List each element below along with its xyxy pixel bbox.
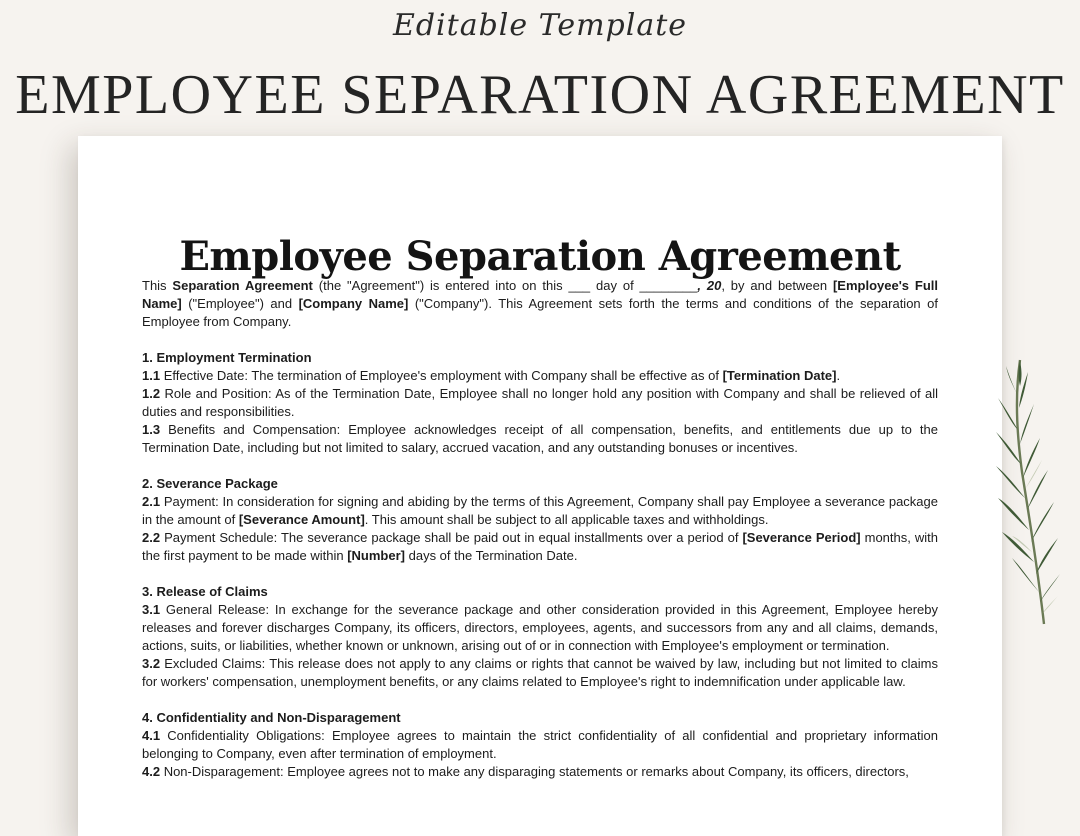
clause: [142, 601, 938, 655]
clause: [142, 763, 938, 781]
section-severance-package: [142, 475, 938, 565]
clause: [142, 529, 938, 565]
spacer: [142, 457, 938, 475]
clause-number: 3.1: [142, 602, 161, 617]
banner: [0, 0, 1080, 135]
section-heading-text: 2. Severance Package: [142, 476, 278, 491]
document-page: [78, 136, 1002, 836]
intro-text: (the "Agreement") is entered into on this ___ day of ________: [312, 278, 698, 293]
number-placeholder: [Number]: [347, 548, 405, 563]
section-heading: [142, 709, 938, 727]
banner-title: EMPLOYEE SEPARATION AGREEMENT: [15, 64, 1065, 126]
clause: [142, 727, 938, 763]
section-release-of-claims: [142, 583, 938, 691]
script-tagline: Editable Template: [392, 8, 688, 43]
clause: [142, 493, 938, 529]
rosemary-sprig-icon: [982, 352, 1062, 632]
clause-number: 1.1: [142, 368, 161, 383]
clause-number: 1.3: [142, 422, 161, 437]
clause-text: Role and Position: As of the Termination Date, Employee shall no longer hold any position with Company and shall be relieved of all duties and responsibilities.: [142, 386, 938, 419]
clause-text: Payment Schedule: The severance package shall be paid out in equal installments over a period of: [160, 530, 743, 545]
company-name-placeholder: [Company Name]: [298, 296, 409, 311]
clause-text: months, with the first payment to be made within: [142, 530, 938, 563]
spacer: [142, 691, 938, 709]
clause-text: General Release: In exchange for the severance package and other consideration provided in this Agreement, Employee hereby releases and forever discharges Company, its officers, directors, employees, agents, and successors from any and all claims, demands, actions, suits, or liabilities, whether known or unknown, arising out of or in connection with Employee's employment or termination.: [142, 602, 938, 653]
section-heading: [142, 583, 938, 601]
clause-number: 2.1: [142, 494, 161, 509]
clause-number: 1.2: [142, 386, 161, 401]
clause-number: 4.1: [142, 728, 161, 743]
section-heading-text: 3. Release of Claims: [142, 584, 268, 599]
clause-number: 2.2: [142, 530, 161, 545]
section-confidentiality: [142, 709, 938, 781]
intro-text: This: [142, 278, 173, 293]
intro-text: ("Company"). This Agreement sets forth the terms and conditions of the separation of Employee from Company.: [142, 296, 938, 329]
severance-period-placeholder: [Severance Period]: [742, 530, 861, 545]
document-title: Employee Separation Agreement: [179, 232, 901, 280]
clause-text: Excluded Claims: This release does not apply to any claims or rights that cannot be waived by law, including but not limited to claims for workers' compensation, unemployment benefits, or any claims related to Employee's right to indemnification under applicable law.: [142, 656, 938, 689]
severance-amount-placeholder: [Severance Amount]: [238, 512, 365, 527]
section-employment-termination: [142, 349, 938, 457]
document-body: [142, 277, 938, 781]
clause-text: Non-Disparagement: Employee agrees not to make any disparaging statements or remarks about Company, its officers, directors,: [160, 764, 909, 779]
clause: [142, 385, 938, 421]
clause-text: Effective Date: The termination of Employee's employment with Company shall be effective as of: [160, 368, 723, 383]
clause: [142, 421, 938, 457]
clause-text: Benefits and Compensation: Employee acknowledges receipt of all compensation, benefits, and entitlements due up to the Termination Date, including but not limited to salary, accrued vacation, and any outstanding bonuses or incentives.: [142, 422, 938, 455]
clause-text: days of the Termination Date.: [405, 548, 578, 563]
intro-agreement-name: Separation Agreement: [172, 278, 313, 293]
section-heading-text: 4. Confidentiality and Non-Disparagement: [142, 710, 401, 725]
section-heading: [142, 349, 938, 367]
clause-number: 4.2: [142, 764, 161, 779]
intro-year-text: , 20: [697, 278, 722, 293]
clause: [142, 367, 938, 385]
spacer: [142, 565, 938, 583]
clause-text: Payment: In consideration for signing and abiding by the terms of this Agreement, Company shall pay Employee a severance package in the amount of: [142, 494, 938, 527]
clause-number: 3.2: [142, 656, 161, 671]
employee-name-placeholder: [Employee's Full Name]: [142, 278, 938, 311]
spacer: [142, 331, 938, 349]
intro-text: , by and between: [721, 278, 833, 293]
clause-text: .: [836, 368, 841, 383]
clause: [142, 655, 938, 691]
intro-year: [697, 278, 721, 293]
intro-text: ("Employee") and: [181, 296, 299, 311]
termination-date-placeholder: [Termination Date]: [722, 368, 837, 383]
intro-paragraph: [142, 277, 938, 331]
section-heading: [142, 475, 938, 493]
clause-text: Confidentiality Obligations: Employee agrees to maintain the strict confidentiality of all confidential and proprietary information belonging to Company, even after termination of employment.: [142, 728, 938, 761]
clause-text: . This amount shall be subject to all applicable taxes and withholdings.: [364, 512, 769, 527]
section-heading-text: 1. Employment Termination: [142, 350, 312, 365]
